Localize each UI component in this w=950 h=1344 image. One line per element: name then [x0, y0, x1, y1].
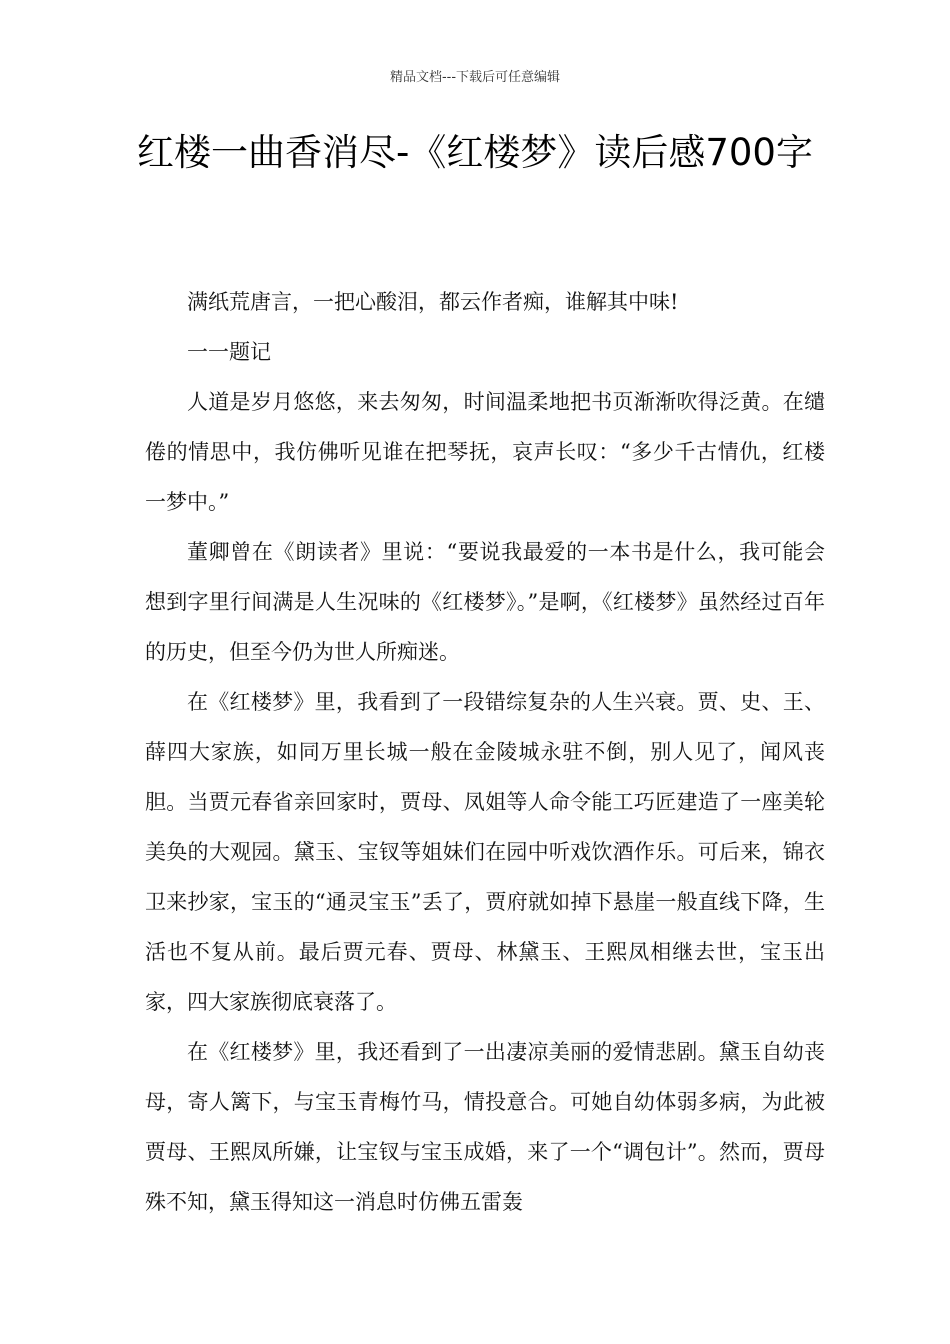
paragraph: 一一题记 — [187, 340, 271, 364]
paragraph: 人道是岁月悠悠，来去匆匆，时间温柔地把书页渐渐吹得泛黄。在缱倦的情思中，我仿佛听见谁在把琴抚，哀声长叹：“多少千古情仇，红楼一梦中。” — [145, 390, 825, 514]
paragraph: 满纸荒唐言，一把心酸泪，都云作者痴，谁解其中味! — [187, 290, 679, 314]
document-body — [145, 277, 825, 1227]
paragraph: 在《红楼梦》里，我看到了一段错综复杂的人生兴衰。贾、史、王、薛四大家族，如同万里长城一般在金陵城永驻不倒，别人见了，闻风丧胆。当贾元春省亲回家时，贾母、凤姐等人命令能工巧匠建造了一座美轮美奂的大观园。黛玉、宝钗等姐妹们在园中听戏饮酒作乐。可后来，锦衣卫来抄家，宝玉的“通灵宝玉”丢了，贾府就如掉下悬崖一般直线下降，生活也不复从前。最后贾元春、贾母、林黛玉、王熙凤相继去世，宝玉出家，四大家族彻底衰落了。 — [145, 690, 825, 1014]
page-title: 红楼一曲香消尽-《红楼梦》读后感700字 — [137, 131, 813, 174]
paragraph: 董卿曾在《朗读者》里说：“要说我最爱的一本书是什么，我可能会想到字里行间满是人生况味的《红楼梦》。”是啊，《红楼梦》虽然经过百年的历史，但至今仍为世人所痴迷。 — [145, 540, 825, 664]
paragraph: 在《红楼梦》里，我还看到了一出凄凉美丽的爱情悲剧。黛玉自幼丧母，寄人篱下，与宝玉青梅竹马，情投意合。可她自幼体弱多病，为此被贾母、王熙凤所嫌，让宝钗与宝玉成婚，来了一个“调包计”。然而，贾母殊不知，黛玉得知这一消息时仿佛五雷轰 — [145, 1040, 825, 1214]
header-note: 精品文档---下载后可任意编辑 — [389, 70, 561, 85]
